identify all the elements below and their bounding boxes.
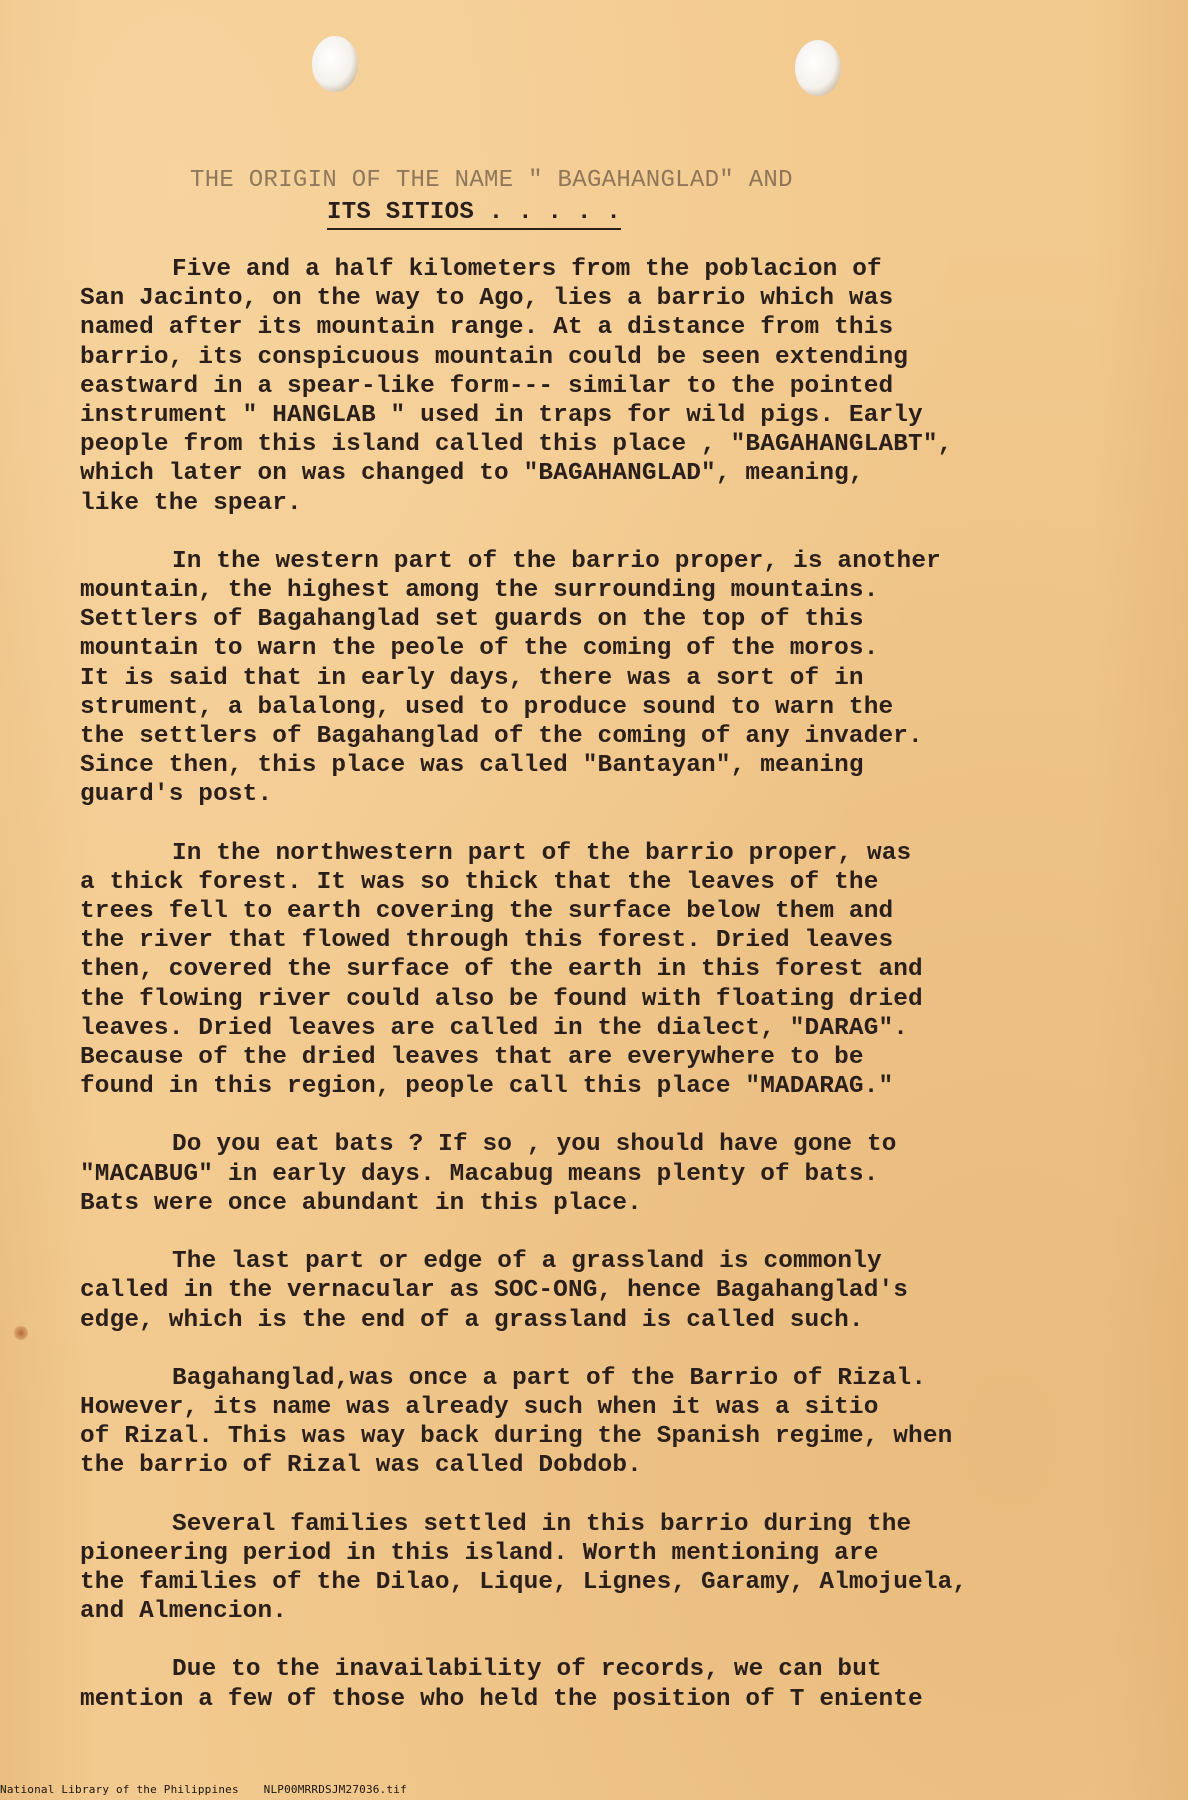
paragraph-madarag <box>80 839 1130 1102</box>
paragraph-macabug <box>80 1130 1130 1218</box>
text-line: like the spear. <box>80 489 302 517</box>
text-line: named after its mountain range. At a distance from this <box>80 314 894 342</box>
title-line-1: THE ORIGIN OF THE NAME " BAGAHANGLAD" AND <box>190 167 793 194</box>
text-line: However, its name was already such when it was a sitio <box>80 1393 879 1421</box>
text-line: mountain to warn the peole of the coming of the moros. <box>80 635 879 663</box>
text-line: It is said that in early days, there was a sort of in <box>80 664 864 692</box>
punch-hole-right <box>795 40 841 96</box>
text-line: Several families settled in this barrio during the <box>172 1510 912 1538</box>
paper-stain <box>14 1326 28 1340</box>
text-line: then, covered the surface of the earth in this forest and <box>80 956 923 984</box>
text-line: In the western part of the barrio proper, is another <box>172 547 941 575</box>
scan-footer <box>0 1783 425 1796</box>
text-line: of Rizal. This was way back during the Spanish regime, when <box>80 1423 953 1451</box>
text-line: The last part or edge of a grassland is commonly <box>172 1248 882 1276</box>
document-body <box>80 255 1130 1743</box>
punch-hole-left <box>312 36 358 92</box>
text-line: strument, a balalong, used to produce sound to warn the <box>80 693 894 721</box>
text-line: the river that flowed through this forest. Dried leaves <box>80 927 894 955</box>
paragraph-soc-ong <box>80 1247 1130 1335</box>
text-line: San Jacinto, on the way to Ago, lies a barrio which was <box>80 285 894 313</box>
text-line: Since then, this place was called "Bantayan", meaning <box>80 752 864 780</box>
text-line: called in the vernacular as SOC-ONG, hence Bagahanglad's <box>80 1277 909 1305</box>
text-line: and Almencion. <box>80 1598 288 1626</box>
paragraph-rizal <box>80 1364 1130 1481</box>
text-line: edge, which is the end of a grassland is called such. <box>80 1306 864 1334</box>
text-line: instrument " HANGLAB " used in traps for wild pigs. Early <box>80 402 923 430</box>
document-title <box>190 165 950 230</box>
text-line: "MACABUG" in early days. Macabug means plenty of bats. <box>80 1160 879 1188</box>
paragraph-families <box>80 1510 1130 1627</box>
paragraph-bantayan <box>80 547 1130 810</box>
text-line: Five and a half kilometers from the poblacion of <box>172 256 882 283</box>
text-line: barrio, its conspicuous mountain could be seen extending <box>80 343 909 371</box>
text-line: Bagahanglad,was once a part of the Barrio of Rizal. <box>172 1364 927 1392</box>
text-line: the flowing river could also be found with floating dried <box>80 985 923 1013</box>
text-line: Do you eat bats ? If so , you should have gone to <box>172 1131 897 1159</box>
text-line: people from this island called this place , "BAGAHANGLABT", <box>80 431 953 459</box>
text-line: guard's post. <box>80 781 273 809</box>
text-line: found in this region, people call this place "MADARAG." <box>80 1073 894 1101</box>
text-line: trees fell to earth covering the surface below them and <box>80 898 894 926</box>
paragraph-origin <box>80 255 1130 518</box>
text-line: the barrio of Rizal was called Dobdob. <box>80 1452 642 1480</box>
text-line: Because of the dried leaves that are everywhere to be <box>80 1044 864 1072</box>
file-id-label: NLP00MRRDSJM27036.tif <box>263 1783 407 1796</box>
text-line: the families of the Dilao, Lique, Lignes, Garamy, Almojuela, <box>80 1568 968 1596</box>
library-label: National Library of the Philippines <box>0 1783 239 1796</box>
text-line: leaves. Dried leaves are called in the dialect, "DARAG". <box>80 1014 909 1042</box>
text-line: Settlers of Bagahanglad set guards on the top of this <box>80 606 864 634</box>
text-line: the settlers of Bagahanglad of the coming of any invader. <box>80 723 923 751</box>
text-line: Bats were once abundant in this place. <box>80 1189 642 1217</box>
text-line: In the northwestern part of the barrio proper, was <box>172 839 912 867</box>
text-line: mountain, the highest among the surrounding mountains. <box>80 577 879 605</box>
text-line: Due to the inavailability of records, we can but <box>172 1656 882 1684</box>
paragraph-tenientes <box>80 1655 1130 1713</box>
text-line: a thick forest. It was so thick that the leaves of the <box>80 868 879 896</box>
text-line: eastward in a spear-like form--- similar to the pointed <box>80 372 894 400</box>
title-line-2: ITS SITIOS . . . . . <box>327 198 621 230</box>
text-line: pioneering period in this island. Worth mentioning are <box>80 1539 879 1567</box>
text-line: which later on was changed to "BAGAHANGLAD", meaning, <box>80 460 864 488</box>
text-line: mention a few of those who held the position of T eniente <box>80 1685 923 1713</box>
